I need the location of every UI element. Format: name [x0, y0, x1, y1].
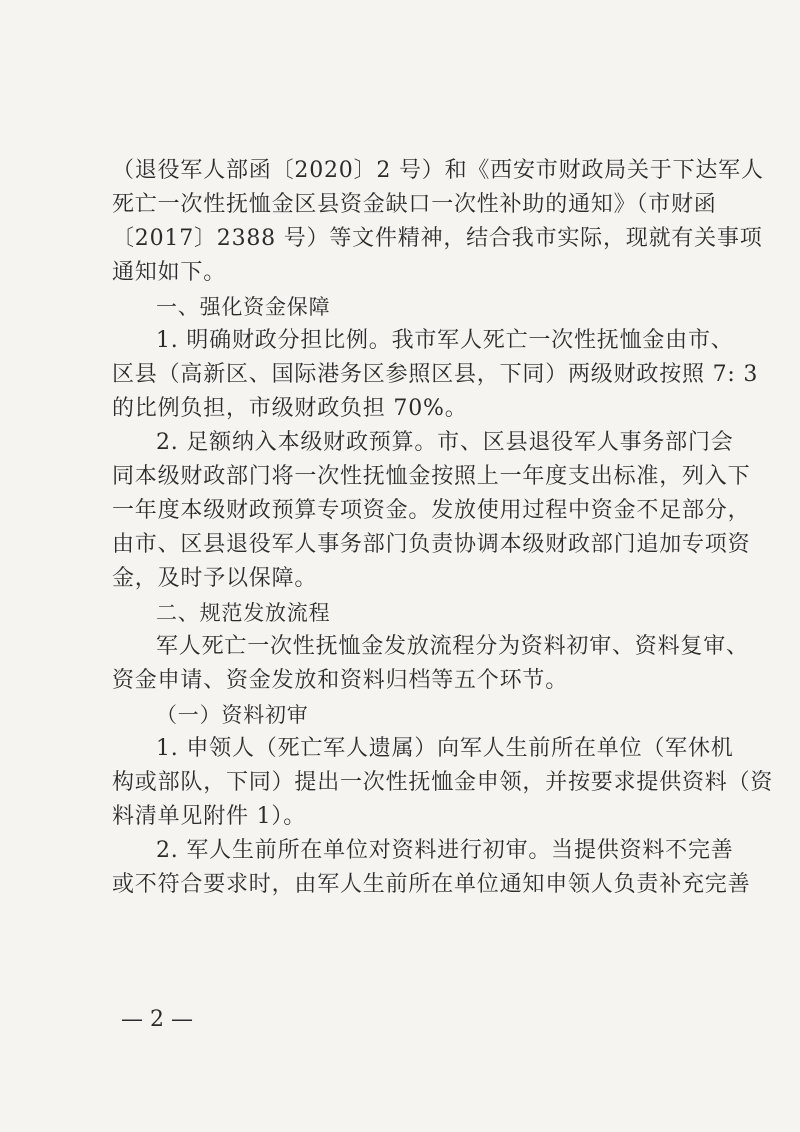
body-line: 〔2017〕2388 号）等文件精神，结合我市实际，现就有关事项	[112, 226, 763, 251]
body-line: 同本级财政部门将一次性抚恤金按照上一年度支出标准，列入下	[112, 464, 751, 489]
body-line: 由市、区县退役军人事务部门负责协调本级财政部门追加专项资	[112, 532, 751, 557]
body-line: 1. 明确财政分担比例。我市军人死亡一次性抚恤金由市、	[156, 328, 734, 353]
body-line: 2. 军人生前所在单位对资料进行初审。当提供资料不完善	[156, 838, 734, 863]
body-line: 料清单见附件 1）。	[112, 804, 306, 829]
body-line: 或不符合要求时，由军人生前所在单位通知申领人负责补充完善	[112, 872, 751, 897]
body-line: 金，及时予以保障。	[112, 566, 318, 591]
body-line: 构或部队，下同）提出一次性抚恤金申领，并按要求提供资料（资	[112, 770, 774, 795]
body-line: 通知如下。	[112, 260, 227, 285]
subsection-heading: （一）资料初审	[156, 703, 309, 727]
body-line: （退役军人部函〔2020〕2 号）和《西安市财政局关于下达军人	[112, 158, 764, 183]
body-line: 区县（高新区、国际港务区参照区县，下同）两级财政按照 7: 3	[112, 362, 759, 387]
body-line: 资金申请、资金发放和资料归档等五个环节。	[112, 668, 569, 693]
body-line: 一年度本级财政预算专项资金。发放使用过程中资金不足部分，	[112, 498, 751, 523]
body-line: 的比例负担，市级财政负担 70%。	[112, 396, 468, 421]
page-number: — 2 —	[121, 1007, 193, 1032]
body-line: 1. 申领人（死亡军人遗属）向军人生前所在单位（军休机	[156, 736, 734, 761]
document-body	[112, 157, 774, 905]
section-heading-2: 二、规范发放流程	[156, 601, 331, 625]
body-line: 军人死亡一次性抚恤金发放流程分为资料初审、资料复审、	[156, 634, 749, 659]
body-line: 死亡一次性抚恤金区县资金缺口一次性补助的通知》（市财函	[112, 192, 717, 217]
body-line: 2. 足额纳入本级财政预算。市、区县退役军人事务部门会	[156, 430, 734, 455]
section-heading-1: 一、强化资金保障	[156, 295, 331, 319]
